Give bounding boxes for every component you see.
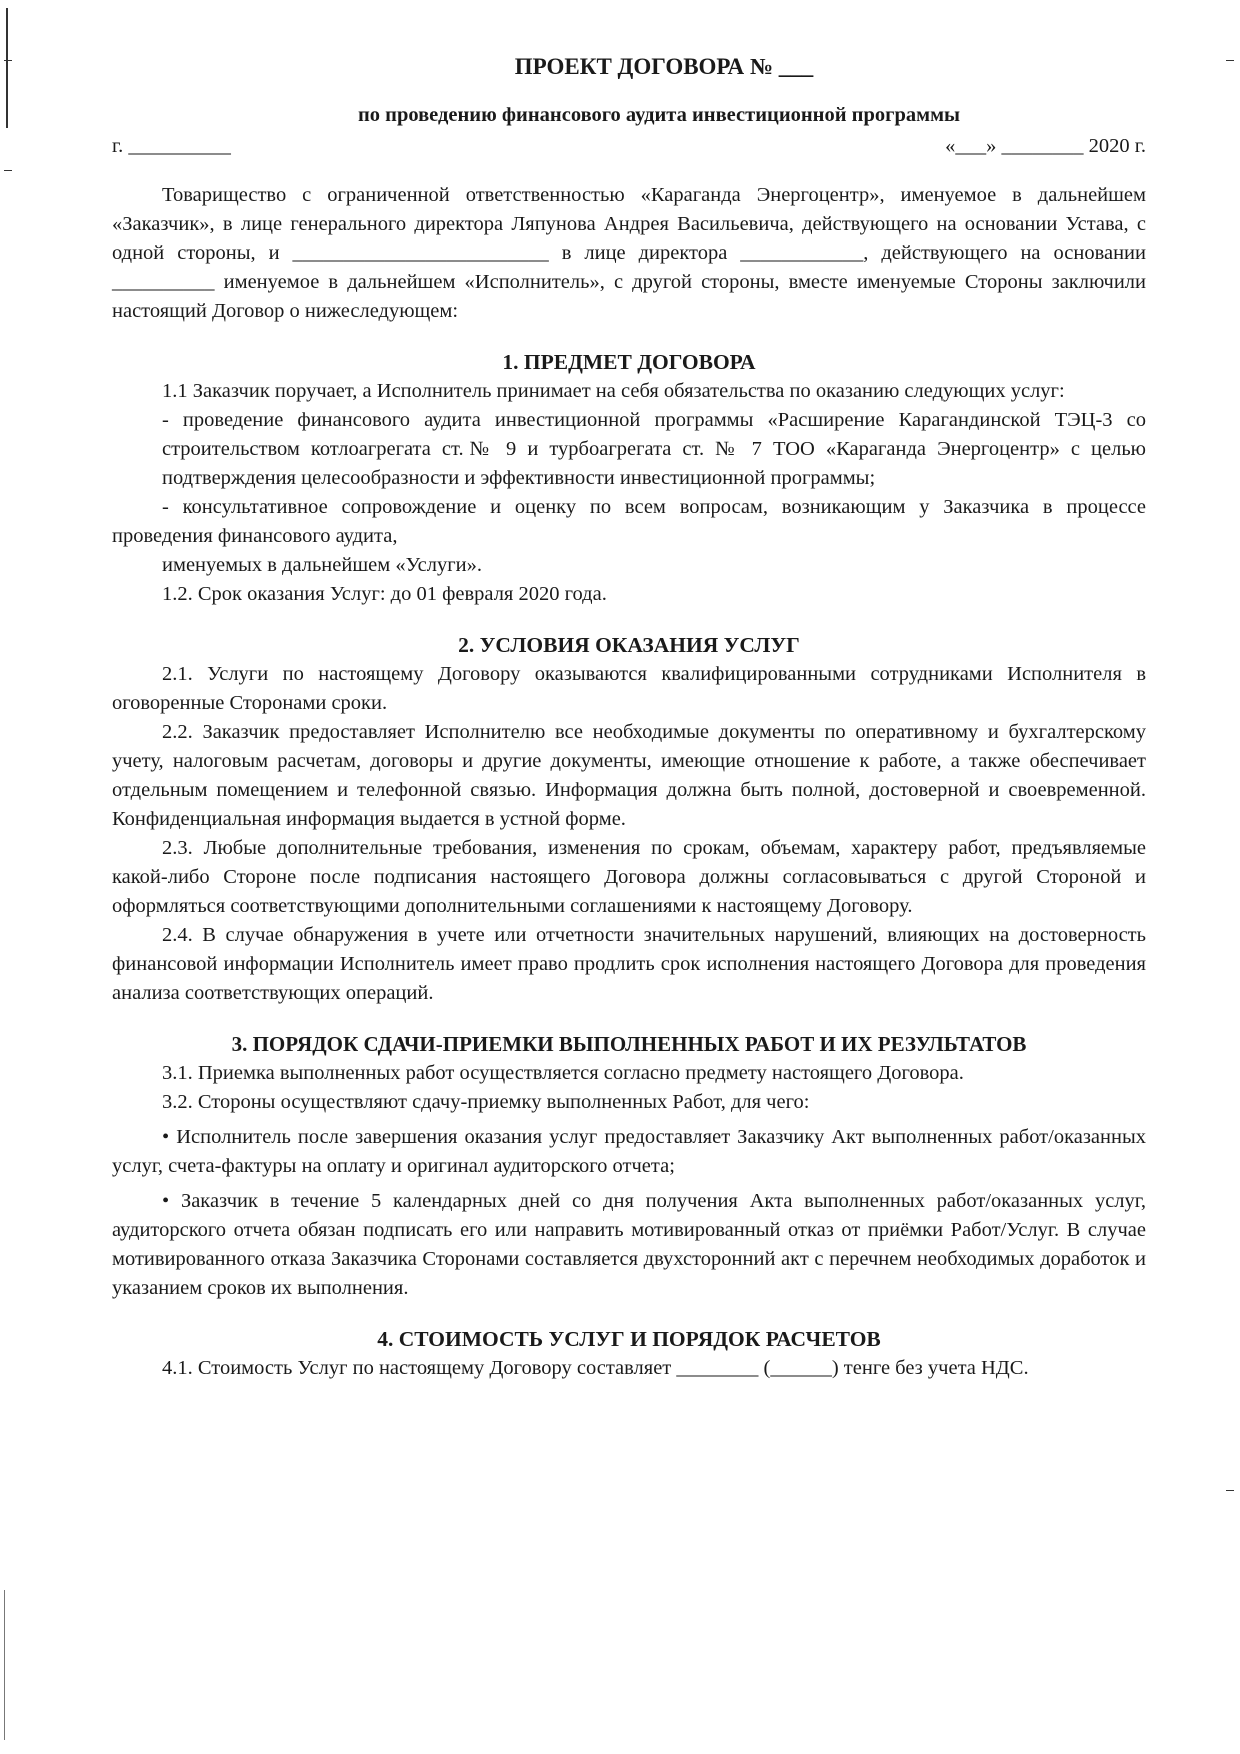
- clause-3-1: 3.1. Приемка выполненных работ осуществляется согласно предмету настоящего Договора.: [162, 1062, 964, 1084]
- clause-3-2: 3.2. Стороны осуществляют сдачу-приемку выполненных Работ, для чего:: [162, 1091, 810, 1113]
- clause-4-1: 4.1. Стоимость Услуг по настоящему Договору составляет ________ (______) тенге без учета НДС.: [162, 1357, 1029, 1379]
- clause-2-2: 2.2. Заказчик предоставляет Исполнителю все необходимые документы по оперативному и бухгалтерскому учету, налоговым расчетам, договоры и другие документы, имеющие отношение к работе, а также обеспечивает отдельным помещением и телефонной связью. Информация должна быть полной, достоверной и своевременной. Конфиденциальная информация выдается в устной форме.: [112, 721, 1146, 830]
- list-item: [112, 1187, 1146, 1303]
- clause-2-3: 2.3. Любые дополнительные требования, изменения по срокам, объемам, характеру работ, предъявляемые какой-либо Стороне после подписания настоящего Договора должны согласовываться с другой Стороной и оформляться соответствующими дополнительными соглашениями к настоящему Договору.: [112, 837, 1146, 917]
- scan-margin-line: [6, 8, 8, 128]
- clause-1-1: 1.1 Заказчик поручает, а Исполнитель принимает на себя обязательства по оказанию следующих услуг:: [162, 380, 1065, 402]
- clause-2-4: 2.4. В случае обнаружения в учете или отчетности значительных нарушений, влияющих на достоверность финансовой информации Исполнитель имеет право продлить срок исполнения настоящего Договора для проведения анализа соответствующих операций.: [112, 924, 1146, 1004]
- scan-margin-tick: [4, 60, 12, 61]
- date-line: «___» ________ 2020 г.: [945, 135, 1146, 157]
- clause-1-2: 1.2. Срок оказания Услуг: до 01 февраля 2020 года.: [162, 583, 607, 605]
- section-2-heading: 2. УСЛОВИЯ ОКАЗАНИЯ УСЛУГ: [458, 633, 800, 657]
- list-item: [112, 1123, 1146, 1181]
- section-3-heading: 3. ПОРЯДОК СДАЧИ-ПРИЕМКИ ВЫПОЛНЕННЫХ РАБОТ И ИХ РЕЗУЛЬТАТОВ: [231, 1032, 1027, 1056]
- intro-paragraph: Товарищество с ограниченной ответственностью «Караганда Энергоцентр», именуемое в дальнейшем «Заказчик», в лице генерального директора Ляпунова Андрея Васильевича, действующего на основании Устава, с одной стороны, и _________________________ в лице директора ____________, действующего на основании __________ именуемое в дальнейшем «Исполнитель», с другой стороны, вместе именуемые Стороны заключили настоящий Договор о нижеследующем:: [112, 184, 1146, 322]
- scan-margin-tick: [1226, 60, 1234, 61]
- document-content: [112, 52, 1146, 1383]
- place-date-row: [112, 132, 1146, 161]
- document-subtitle: по проведению финансового аудита инвестиционной программы: [357, 104, 961, 126]
- scan-margin-tick: [1226, 1490, 1234, 1491]
- document-title: ПРОЕКТ ДОГОВОРА № ___: [514, 54, 814, 79]
- bullet-text: • Исполнитель после завершения оказания услуг предоставляет Заказчику Акт выполненных работ/оказанных услуг, счета-фактуры на оплату и оригинал аудиторского отчета;: [112, 1126, 1146, 1177]
- service-item-1: - проведение финансового аудита инвестиционной программы «Расширение Карагандинской ТЭЦ-3 со строительством котлоагрегата ст.№ 9 и турбоагрегата ст. № 7 ТОО «Караганда Энергоцентр» с целью подтверждения целесообразности и эффективности инвестиционной программы;: [162, 409, 1146, 489]
- scan-margin-line: [4, 1590, 5, 1740]
- section-1-heading: 1. ПРЕДМЕТ ДОГОВОРА: [502, 350, 756, 374]
- services-named: именуемых в дальнейшем «Услуги».: [162, 554, 482, 576]
- service-item-2: - консультативное сопровождение и оценку по всем вопросам, возникающим у Заказчика в процессе проведения финансового аудита,: [112, 496, 1146, 547]
- clause-2-1: 2.1. Услуги по настоящему Договору оказываются квалифицированными сотрудниками Исполнителя в оговоренные Сторонами сроки.: [112, 663, 1146, 714]
- section-4-heading: 4. СТОИМОСТЬ УСЛУГ И ПОРЯДОК РАСЧЕТОВ: [377, 1327, 881, 1351]
- bullet-text: • Заказчик в течение 5 календарных дней со дня получения Акта выполненных работ/оказанных услуг, аудиторского отчета обязан подписать его или направить мотивированный отказ от приёмки Работ/Услуг. В случае мотивированного отказа Заказчика Сторонами составляется двухсторонний акт с перечнем необходимых доработок и указанием сроков их выполнения.: [112, 1190, 1146, 1299]
- city-line: г. __________: [112, 135, 231, 157]
- scan-margin-tick: [4, 170, 12, 171]
- acceptance-bullets: [112, 1123, 1146, 1303]
